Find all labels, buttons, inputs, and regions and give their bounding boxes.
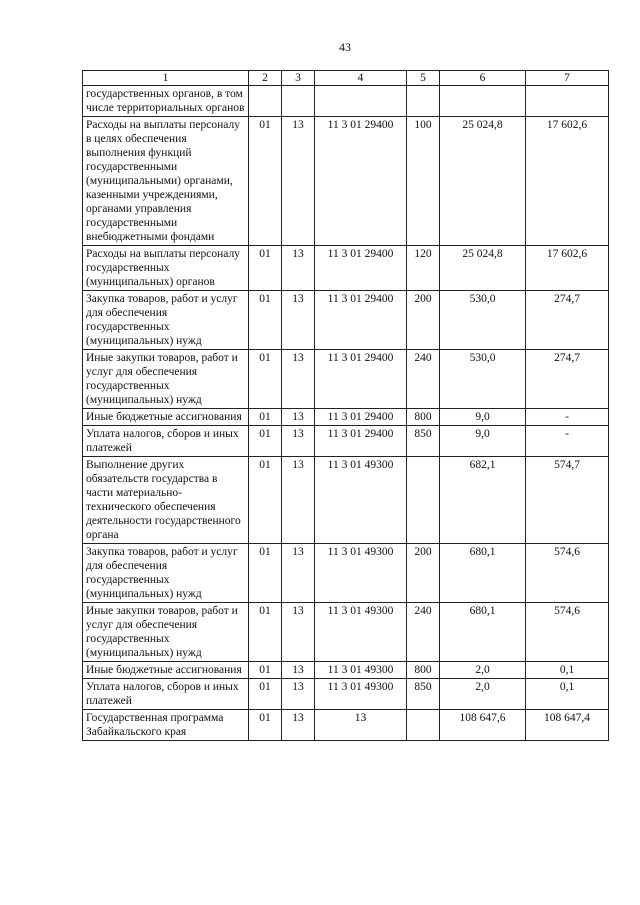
row-sum-col7-cell: 574,6: [526, 603, 609, 662]
table-row: [83, 246, 609, 291]
row-target-article-cell: 11 3 01 29400: [315, 409, 407, 426]
row-sum-col7-cell: 574,6: [526, 544, 609, 603]
row-target-article-cell: 11 3 01 49300: [315, 662, 407, 679]
row-sum-col7-cell: 108 647,4: [526, 710, 609, 741]
row-target-article-cell: 13: [315, 710, 407, 741]
row-section-cell: 01: [249, 291, 282, 350]
row-sum-col6-cell: 530,0: [440, 350, 526, 409]
row-target-article-cell: 11 3 01 29400: [315, 350, 407, 409]
row-expense-type-cell: [407, 457, 440, 544]
row-sum-col7-cell: -: [526, 409, 609, 426]
row-sum-col6-cell: 25 024,8: [440, 246, 526, 291]
row-expense-type-cell: 800: [407, 409, 440, 426]
column-header-5: 5: [407, 71, 440, 86]
column-header-2: 2: [249, 71, 282, 86]
table-row: [83, 679, 609, 710]
row-sum-col6-cell: 9,0: [440, 426, 526, 457]
row-subsection-cell: 13: [282, 457, 315, 544]
row-sum-col6-cell: 680,1: [440, 544, 526, 603]
row-target-article-cell: 11 3 01 29400: [315, 246, 407, 291]
row-subsection-cell: 13: [282, 544, 315, 603]
row-sum-col7-cell: 274,7: [526, 291, 609, 350]
row-expense-type-cell: 240: [407, 603, 440, 662]
row-target-article-cell: 11 3 01 49300: [315, 603, 407, 662]
row-sum-col7-cell: 0,1: [526, 679, 609, 710]
row-expense-type-cell: 800: [407, 662, 440, 679]
row-section-cell: [249, 86, 282, 117]
row-sum-col6-cell: 682,1: [440, 457, 526, 544]
table-row: [83, 426, 609, 457]
row-subsection-cell: 13: [282, 291, 315, 350]
row-name-cell: Закупка товаров, работ и услуг для обеспечения государственных (муниципальных) нужд: [83, 291, 249, 350]
row-subsection-cell: 13: [282, 409, 315, 426]
row-expense-type-cell: 850: [407, 426, 440, 457]
row-sum-col7-cell: 0,1: [526, 662, 609, 679]
row-sum-col7-cell: 574,7: [526, 457, 609, 544]
row-sum-col7-cell: -: [526, 426, 609, 457]
row-section-cell: 01: [249, 350, 282, 409]
row-subsection-cell: [282, 86, 315, 117]
row-name-cell: Иные закупки товаров, работ и услуг для обеспечения государственных (муниципальных) нужд: [83, 603, 249, 662]
row-target-article-cell: 11 3 01 29400: [315, 117, 407, 246]
row-sum-col6-cell: 680,1: [440, 603, 526, 662]
row-target-article-cell: 11 3 01 49300: [315, 457, 407, 544]
table-row: [83, 457, 609, 544]
row-name-cell: государственных органов, в том числе территориальных органов: [83, 86, 249, 117]
row-sum-col6-cell: 108 647,6: [440, 710, 526, 741]
row-subsection-cell: 13: [282, 350, 315, 409]
table-row: [83, 409, 609, 426]
row-target-article-cell: 11 3 01 49300: [315, 544, 407, 603]
row-name-cell: Выполнение других обязательств государства в части материально-технического обеспечения деятельности государственного органа: [83, 457, 249, 544]
table-row: [83, 117, 609, 246]
row-expense-type-cell: 120: [407, 246, 440, 291]
row-name-cell: Уплата налогов, сборов и иных платежей: [83, 679, 249, 710]
row-sum-col6-cell: 2,0: [440, 662, 526, 679]
table-row: [83, 86, 609, 117]
column-header-3: 3: [282, 71, 315, 86]
row-section-cell: 01: [249, 679, 282, 710]
row-target-article-cell: 11 3 01 49300: [315, 679, 407, 710]
row-expense-type-cell: 200: [407, 291, 440, 350]
row-section-cell: 01: [249, 117, 282, 246]
row-name-cell: Иные закупки товаров, работ и услуг для обеспечения государственных (муниципальных) нужд: [83, 350, 249, 409]
row-section-cell: 01: [249, 662, 282, 679]
row-sum-col6-cell: [440, 86, 526, 117]
table-row: [83, 544, 609, 603]
row-name-cell: Иные бюджетные ассигнования: [83, 409, 249, 426]
table-row: [83, 291, 609, 350]
table-row: [83, 710, 609, 741]
row-target-article-cell: [315, 86, 407, 117]
column-header-7: 7: [526, 71, 609, 86]
row-sum-col7-cell: 17 602,6: [526, 117, 609, 246]
row-subsection-cell: 13: [282, 662, 315, 679]
row-expense-type-cell: 850: [407, 679, 440, 710]
table-row: [83, 350, 609, 409]
row-subsection-cell: 13: [282, 426, 315, 457]
row-subsection-cell: 13: [282, 246, 315, 291]
page-number: 43: [339, 40, 351, 54]
row-sum-col6-cell: 2,0: [440, 679, 526, 710]
row-sum-col7-cell: 17 602,6: [526, 246, 609, 291]
row-subsection-cell: 13: [282, 679, 315, 710]
row-expense-type-cell: 100: [407, 117, 440, 246]
row-name-cell: Расходы на выплаты персоналу государственных (муниципальных) органов: [83, 246, 249, 291]
row-target-article-cell: 11 3 01 29400: [315, 426, 407, 457]
column-header-6: 6: [440, 71, 526, 86]
row-expense-type-cell: [407, 710, 440, 741]
row-name-cell: Государственная программа Забайкальского края: [83, 710, 249, 741]
row-name-cell: Закупка товаров, работ и услуг для обеспечения государственных (муниципальных) нужд: [83, 544, 249, 603]
row-section-cell: 01: [249, 457, 282, 544]
row-section-cell: 01: [249, 544, 282, 603]
column-header-4: 4: [315, 71, 407, 86]
row-subsection-cell: 13: [282, 710, 315, 741]
header-row: [83, 71, 609, 86]
row-expense-type-cell: 240: [407, 350, 440, 409]
row-section-cell: 01: [249, 603, 282, 662]
row-section-cell: 01: [249, 710, 282, 741]
row-target-article-cell: 11 3 01 29400: [315, 291, 407, 350]
row-sum-col7-cell: 274,7: [526, 350, 609, 409]
table-body: [83, 71, 609, 741]
row-subsection-cell: 13: [282, 603, 315, 662]
row-sum-col7-cell: [526, 86, 609, 117]
row-expense-type-cell: [407, 86, 440, 117]
row-name-cell: Расходы на выплаты персоналу в целях обеспечения выполнения функций государственными (муниципальными) органами, казенными учреждениями, органами управления государственными внебюджетными фондами: [83, 117, 249, 246]
table-row: [83, 662, 609, 679]
row-sum-col6-cell: 25 024,8: [440, 117, 526, 246]
row-section-cell: 01: [249, 246, 282, 291]
budget-table: [82, 70, 609, 741]
row-name-cell: Уплата налогов, сборов и иных платежей: [83, 426, 249, 457]
row-section-cell: 01: [249, 409, 282, 426]
table-row: [83, 603, 609, 662]
row-sum-col6-cell: 530,0: [440, 291, 526, 350]
row-sum-col6-cell: 9,0: [440, 409, 526, 426]
row-subsection-cell: 13: [282, 117, 315, 246]
row-section-cell: 01: [249, 426, 282, 457]
row-expense-type-cell: 200: [407, 544, 440, 603]
column-header-1: 1: [83, 71, 249, 86]
row-name-cell: Иные бюджетные ассигнования: [83, 662, 249, 679]
